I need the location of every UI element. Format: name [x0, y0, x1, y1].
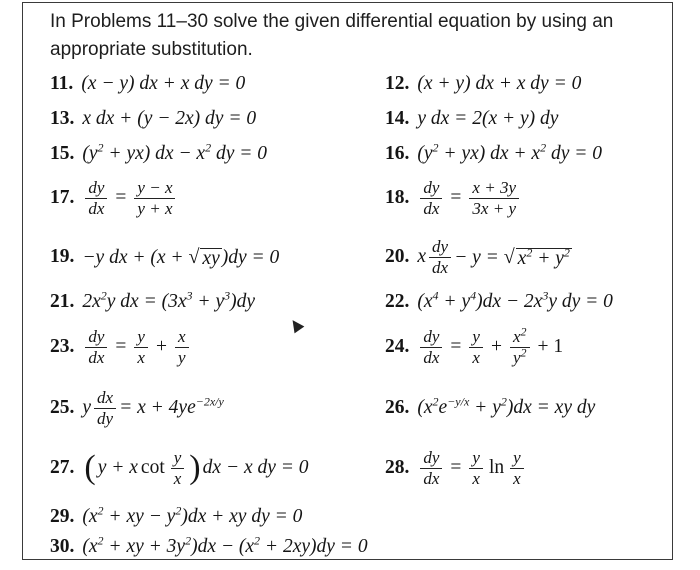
- problem-number: 19.: [50, 246, 75, 267]
- problem-number: 20.: [385, 246, 410, 267]
- problem-number: 21.: [50, 291, 75, 312]
- problem-expression: $(x^2e^{-y/x} + y^2)dx$ = xy dy: [417, 394, 596, 418]
- problem-13: [50, 99, 256, 139]
- fraction-dy-dx: $\frac{dy}{dx}$: [85, 328, 107, 367]
- problem-15: [50, 134, 267, 174]
- problem-26: [385, 388, 595, 428]
- problem-11: [50, 64, 245, 104]
- problem-number: 16.: [385, 143, 410, 164]
- problem-number: 25.: [50, 397, 75, 418]
- problem-19: [50, 237, 279, 277]
- problem-30: [50, 527, 368, 567]
- instructions: [50, 8, 650, 64]
- fraction-dy-dx: $\frac{dy}{dx}$: [420, 449, 442, 488]
- problem-number: 22.: [385, 291, 410, 312]
- fraction-dy-dx: $\frac{dy}{dx}$: [85, 179, 107, 218]
- problem-number: 30.: [50, 536, 75, 557]
- problem-expression: ($x^2$ + xy − $y^2)dx$ + xy dy = 0: [82, 503, 303, 527]
- problem-expression: dx − x dy = 0: [202, 457, 309, 478]
- problem-expression: −y dx + (x + √ xy )dy = 0: [82, 245, 280, 269]
- problem-27: 27. ( y + x cot $\frac{y}{x}$ ) dx − x dy = 0: [50, 447, 309, 488]
- problem-number: 17.: [50, 187, 75, 208]
- fraction-y-x: $\frac{y}{x}$: [469, 328, 483, 367]
- problem-23: 23. $\frac{dy}{dx}$ = $\frac{y}{x}$ + $\frac{x}{y}$: [50, 327, 192, 367]
- problem-expression: x dx + (y − 2x) dy = 0: [82, 108, 257, 129]
- fraction-rhs: $\frac{y - x}{y + x}$: [134, 179, 175, 218]
- fraction-y-x: $\frac{y}{x}$: [171, 449, 185, 488]
- problem-number: 27.: [50, 457, 75, 478]
- problem-expression: ($x^2$ + xy + $3y^2)dx - (x^2 + 2xy)dy = 0$: [82, 533, 368, 557]
- problem-number: 23.: [50, 336, 75, 357]
- fraction-dy-dx: $\frac{dy}{dx}$: [429, 238, 451, 277]
- problem-number: 24.: [385, 336, 410, 357]
- problem-number: 14.: [385, 108, 410, 129]
- instructions-line-1: In Problems 11–30 solve the given differential equation by using an: [50, 11, 614, 32]
- problem-number: 12.: [385, 73, 410, 94]
- problem-20: 20. x $\frac{dy}{dx}$ − y = √ $x^2 + y^2$: [385, 236, 570, 277]
- problem-number: 11.: [50, 73, 74, 94]
- problem-22: [385, 282, 613, 322]
- problem-16: [385, 134, 602, 174]
- fraction-y-x: $\frac{y}{x}$: [510, 449, 524, 488]
- problem-17: 17. $\frac{dy}{dx}$ = $\frac{y - x}{y + x}$: [50, 178, 178, 218]
- fraction-x2-y2: $\frac{x^2}{y^2}$: [510, 328, 530, 367]
- problem-12: [385, 64, 581, 104]
- instructions-line-2: appropriate substitution.: [50, 39, 253, 60]
- problem-number: 29.: [50, 506, 75, 527]
- fraction-dy-dx: $\frac{dy}{dx}$: [420, 179, 442, 218]
- problem-expression: = $x + 4ye^{-2x/y}$: [119, 394, 224, 418]
- problem-expression: $(x^4 + y^4)dx - 2x^3y$ dy = 0: [417, 288, 613, 312]
- fraction-x-y: $\frac{x}{y}$: [175, 328, 189, 367]
- problem-number: 26.: [385, 397, 410, 418]
- problem-21: [50, 282, 255, 322]
- fraction-y-x: $\frac{y}{x}$: [134, 328, 148, 367]
- problem-14: [385, 99, 558, 139]
- problem-expression: y dx = 2(x + y) dy: [417, 108, 559, 129]
- problem-number: 18.: [385, 187, 410, 208]
- problem-expression: $2x^2y$ dx = $(3x^3 + y^3)dy$: [82, 288, 256, 312]
- problem-18: 18. $\frac{dy}{dx}$ = $\frac{x + 3y}{3x + y}$: [385, 178, 522, 218]
- problem-expression: $(y^2 + yx)$ dx + $x^2$ dy = 0: [417, 140, 603, 164]
- problem-expression: (x + y) dx + x dy = 0: [417, 73, 582, 94]
- problem-number: 15.: [50, 143, 75, 164]
- problem-expression: − y = √ $x^2 + y^2$: [454, 245, 570, 269]
- problem-number: 28.: [385, 457, 410, 478]
- problem-24: 24. $\frac{dy}{dx}$ = $\frac{y}{x}$ + $\frac{x^2}{y^2}$ + 1: [385, 323, 564, 367]
- fraction-rhs: $\frac{x + 3y}{3x + y}$: [469, 179, 519, 218]
- problem-expression: $(y^2 + yx)$ dx − $x^2$ dy = 0: [82, 140, 268, 164]
- fraction-y-x: $\frac{y}{x}$: [469, 449, 483, 488]
- problem-expression: (x − y) dx + x dy = 0: [81, 73, 246, 94]
- problem-28: 28. $\frac{dy}{dx}$ = $\frac{y}{x}$ ln $\frac{y}{x}$: [385, 448, 527, 488]
- fraction-dy-dx: $\frac{dy}{dx}$: [420, 328, 442, 367]
- problem-number: 13.: [50, 108, 75, 129]
- fraction-dx-dy: $\frac{dx}{dy}$: [94, 389, 116, 428]
- problem-25: 25. y $\frac{dx}{dy}$ = $x + 4ye^{-2x/y}$: [50, 387, 224, 428]
